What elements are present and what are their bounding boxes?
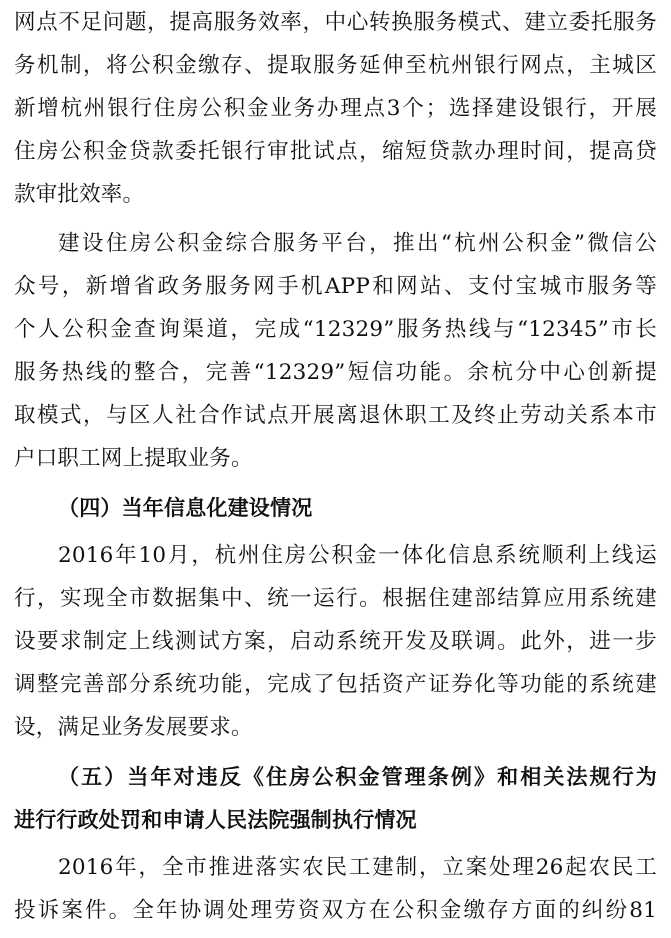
paragraph-line: 服务热线的整合，完善“12329”短信功能。余杭分中心创新提 xyxy=(14,360,657,385)
paragraph-line: 建设住房公积金综合服务平台，推出“杭州公积金”微信公 xyxy=(58,231,657,256)
paragraph-line: 住房公积金贷款委托银行审批试点，缩短贷款办理时间，提高贷 xyxy=(14,139,657,164)
section-heading: 进行行政处罚和申请人民法院强制执行情况 xyxy=(14,808,417,832)
paragraph-line: 2016年10月，杭州住房公积金一体化信息系统顺利上线运 xyxy=(58,543,657,568)
paragraph-line: 调整完善部分系统功能，完成了包括资产证券化等功能的系统建 xyxy=(14,672,657,697)
paragraph-line: 个人公积金查询渠道，完成“12329”服务热线与“12345”市长 xyxy=(14,317,657,342)
paragraph-line: 务机制，将公积金缴存、提取服务延伸至杭州银行网点，主城区 xyxy=(14,53,657,78)
paragraph-line: 设，满足业务发展要求。 xyxy=(14,715,253,740)
paragraph-line: 众号，新增省政务服务网手机APP和网站、支付宝城市服务等 xyxy=(14,274,657,299)
paragraph-line: 行，实现全市数据集中、统一运行。根据住建部结算应用系统建 xyxy=(14,586,657,611)
paragraph-line: 2016年，全市推进落实农民工建制，立案处理26起农民工 xyxy=(58,855,657,880)
paragraph-line: 取模式，与区人社合作试点开展离退休职工及终止劳动关系本市 xyxy=(14,403,657,428)
paragraph-line: 新增杭州银行住房公积金业务办理点3个；选择建设银行，开展 xyxy=(14,96,657,121)
paragraph-line: 设要求制定上线测试方案，启动系统开发及联调。此外，进一步 xyxy=(14,629,657,654)
paragraph-line: 款审批效率。 xyxy=(14,182,145,207)
paragraph-line: 投诉案件。全年协调处理劳资双方在公积金缴存方面的纠纷81 xyxy=(14,898,657,923)
paragraph-line: 户口职工网上提取业务。 xyxy=(14,446,253,471)
paragraph-line: 网点不足问题，提高服务效率，中心转换服务模式、建立委托服务 xyxy=(14,10,657,35)
section-heading: （四）当年信息化建设情况 xyxy=(58,496,313,520)
section-heading: （五）当年对违反《住房公积金管理条例》和相关法规行为 xyxy=(58,765,657,789)
